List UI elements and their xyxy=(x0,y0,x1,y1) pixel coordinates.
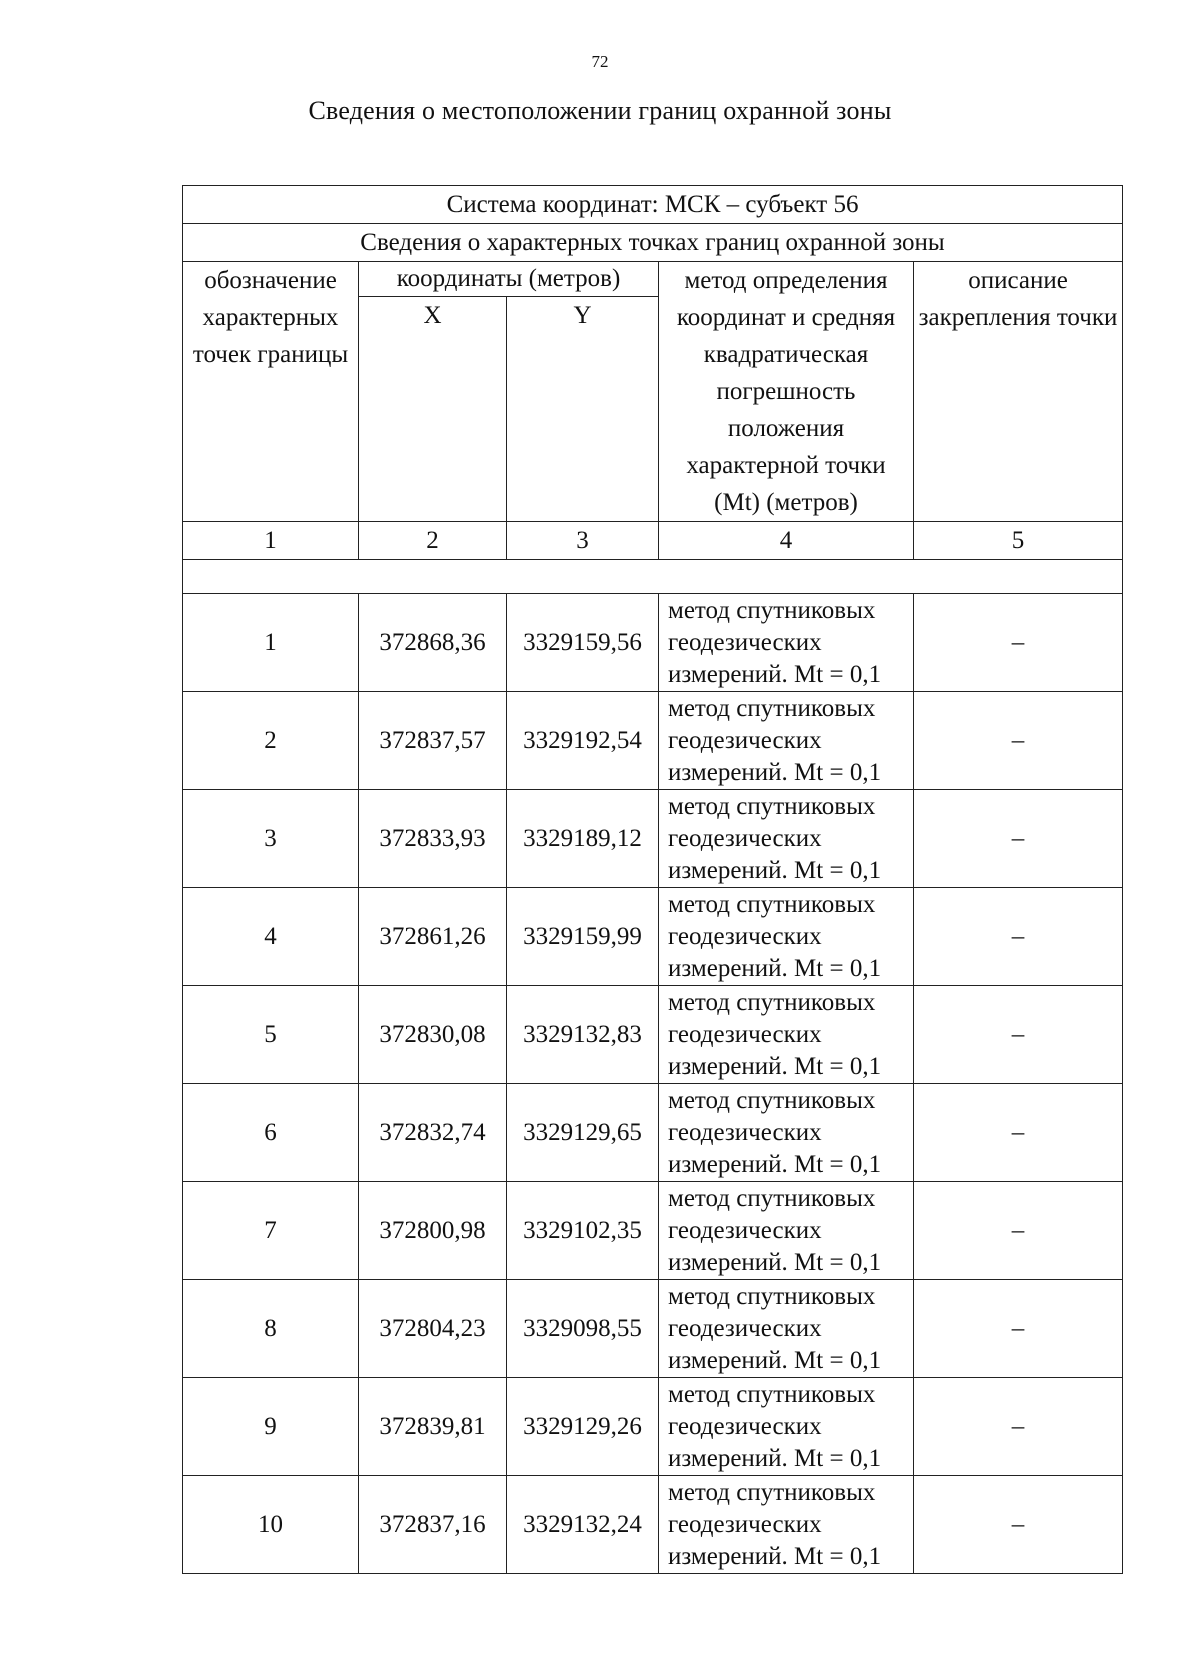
y-cell: 3329132,83 xyxy=(507,986,659,1084)
fixing-cell: – xyxy=(914,888,1123,986)
x-cell: 372837,16 xyxy=(359,1476,507,1574)
point-cell: 8 xyxy=(183,1280,359,1378)
table-row xyxy=(183,594,1123,692)
fixing-cell: – xyxy=(914,1084,1123,1182)
method-cell: метод спутниковых геодезических измерений. Mt = 0,1 xyxy=(659,1182,914,1280)
method-cell: метод спутниковых геодезических измерений. Mt = 0,1 xyxy=(659,594,914,692)
header-fixing: описание закрепления точки xyxy=(914,262,1123,522)
column-number: 5 xyxy=(914,522,1123,560)
page-number: 72 xyxy=(591,52,609,71)
column-number: 2 xyxy=(359,522,507,560)
header-x: X xyxy=(359,297,507,522)
spacer-cell xyxy=(183,560,1123,594)
table-row xyxy=(183,790,1123,888)
table-row xyxy=(183,1182,1123,1280)
y-cell: 3329102,35 xyxy=(507,1182,659,1280)
section-title-row xyxy=(183,224,1123,262)
point-cell: 9 xyxy=(183,1378,359,1476)
point-cell: 2 xyxy=(183,692,359,790)
header-method: метод определения координат и средняя квадратическая погрешность положения характерной точки (Mt) (метров) xyxy=(659,262,914,522)
point-cell: 7 xyxy=(183,1182,359,1280)
x-cell: 372830,08 xyxy=(359,986,507,1084)
table-row xyxy=(183,986,1123,1084)
y-cell: 3329129,26 xyxy=(507,1378,659,1476)
method-cell: метод спутниковых геодезических измерений. Mt = 0,1 xyxy=(659,1378,914,1476)
method-cell: метод спутниковых геодезических измерений. Mt = 0,1 xyxy=(659,790,914,888)
method-cell: метод спутниковых геодезических измерений. Mt = 0,1 xyxy=(659,1280,914,1378)
header-row xyxy=(183,262,1123,297)
fixing-cell: – xyxy=(914,1476,1123,1574)
section-title: Сведения о характерных точках границ охранной зоны xyxy=(183,224,1123,262)
fixing-cell: – xyxy=(914,1182,1123,1280)
header-point: обозначение характерных точек границы xyxy=(183,262,359,522)
x-cell: 372861,26 xyxy=(359,888,507,986)
column-number-row xyxy=(183,522,1123,560)
x-cell: 372800,98 xyxy=(359,1182,507,1280)
x-cell: 372868,36 xyxy=(359,594,507,692)
fixing-cell: – xyxy=(914,692,1123,790)
point-cell: 3 xyxy=(183,790,359,888)
x-cell: 372833,93 xyxy=(359,790,507,888)
boundary-points-table xyxy=(182,185,1123,1574)
table-row xyxy=(183,692,1123,790)
table-row xyxy=(183,1476,1123,1574)
coordinate-system: Система координат: МСК – субъект 56 xyxy=(183,186,1123,224)
point-cell: 6 xyxy=(183,1084,359,1182)
spacer-row xyxy=(183,560,1123,594)
method-cell: метод спутниковых геодезических измерений. Mt = 0,1 xyxy=(659,986,914,1084)
table-row xyxy=(183,888,1123,986)
fixing-cell: – xyxy=(914,986,1123,1084)
x-cell: 372837,57 xyxy=(359,692,507,790)
table-row xyxy=(183,1084,1123,1182)
document-title: Сведения о местоположении границ охранной зоны xyxy=(308,96,892,125)
point-cell: 4 xyxy=(183,888,359,986)
method-cell: метод спутниковых геодезических измерений. Mt = 0,1 xyxy=(659,1476,914,1574)
column-number: 4 xyxy=(659,522,914,560)
header-y: Y xyxy=(507,297,659,522)
y-cell: 3329159,56 xyxy=(507,594,659,692)
column-number: 1 xyxy=(183,522,359,560)
fixing-cell: – xyxy=(914,790,1123,888)
method-cell: метод спутниковых геодезических измерений. Mt = 0,1 xyxy=(659,1084,914,1182)
method-cell: метод спутниковых геодезических измерений. Mt = 0,1 xyxy=(659,888,914,986)
fixing-cell: – xyxy=(914,1378,1123,1476)
point-cell: 10 xyxy=(183,1476,359,1574)
header-coords: координаты (метров) xyxy=(359,262,659,297)
y-cell: 3329129,65 xyxy=(507,1084,659,1182)
x-cell: 372804,23 xyxy=(359,1280,507,1378)
column-number: 3 xyxy=(507,522,659,560)
y-cell: 3329132,24 xyxy=(507,1476,659,1574)
fixing-cell: – xyxy=(914,594,1123,692)
y-cell: 3329192,54 xyxy=(507,692,659,790)
y-cell: 3329189,12 xyxy=(507,790,659,888)
y-cell: 3329098,55 xyxy=(507,1280,659,1378)
coordinate-system-row xyxy=(183,186,1123,224)
y-cell: 3329159,99 xyxy=(507,888,659,986)
method-cell: метод спутниковых геодезических измерений. Mt = 0,1 xyxy=(659,692,914,790)
x-cell: 372839,81 xyxy=(359,1378,507,1476)
table-row xyxy=(183,1280,1123,1378)
table-row xyxy=(183,1378,1123,1476)
point-cell: 5 xyxy=(183,986,359,1084)
point-cell: 1 xyxy=(183,594,359,692)
fixing-cell: – xyxy=(914,1280,1123,1378)
x-cell: 372832,74 xyxy=(359,1084,507,1182)
